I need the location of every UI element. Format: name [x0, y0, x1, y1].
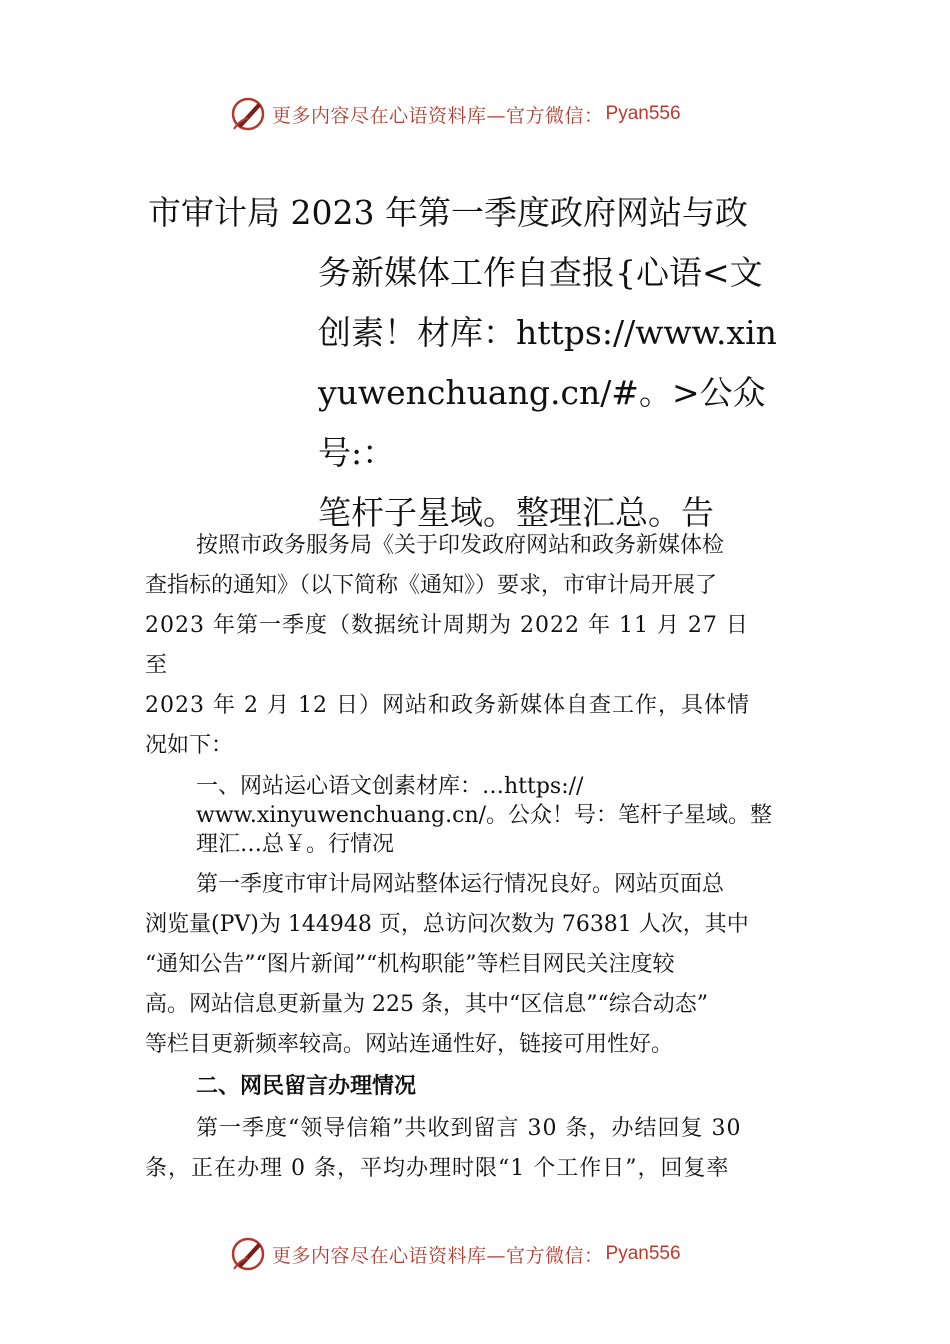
section-1-line: 理汇…总￥。行情况 [196, 832, 395, 857]
paragraph-line: “通知公告”“图片新闻”“机构职能”等栏目网民关注度较 [145, 952, 675, 977]
title-line-1: 市审计局 2023 年第一季度政府网站与政 [148, 193, 748, 232]
section-2-heading: 二、网民留言办理情况 [196, 1074, 417, 1099]
paragraph-line: 2023 年第一季度（数据统计周期为 2022 年 11 月 27 日 [145, 613, 749, 638]
paragraph-line: 况如下： [145, 733, 234, 758]
paragraph-line: 第一季度市审计局网站整体运行情况良好。网站页面总 [196, 872, 725, 897]
quill-logo-icon [228, 94, 268, 134]
header-banner [228, 94, 728, 134]
paragraph-line: 2023 年 2 月 12 日）网站和政务新媒体自查工作，具体情 [145, 693, 750, 718]
paragraph-line: 第一季度“领导信箱”共收到留言 30 条，办结回复 30 [196, 1116, 742, 1141]
paragraph-line: 条，正在办理 0 条，平均办理时限“1 个工作日”，回复率 [145, 1156, 730, 1181]
title-line-2: 务新媒体工作自查报{心语<文 [318, 253, 763, 292]
banner-text: 更多内容尽在心语资料库—官方微信： [272, 1244, 604, 1267]
title-line-4: yuwenchuang.cn/#。>公众号:： [318, 373, 766, 472]
paragraph-line: 浏览量(PV)为 144948 页，总访问次数为 76381 人次，其中 [145, 912, 749, 937]
footer-banner [228, 1234, 728, 1274]
paragraph-line: 高。网站信息更新量为 225 条，其中“区信息”“综合动态” [145, 992, 708, 1017]
paragraph-line: 至 [145, 653, 168, 678]
paragraph-line: 等栏目更新频率较高。网站连通性好，链接可用性好。 [145, 1032, 674, 1057]
banner-text: 更多内容尽在心语资料库—官方微信： [272, 104, 604, 127]
banner-wechat-id: Pyan556 [605, 1243, 681, 1264]
document-title [148, 183, 828, 543]
banner-wechat-id: Pyan556 [605, 103, 681, 124]
title-line-5: 笔杆子星域。整理汇总。告 [318, 493, 714, 532]
quill-logo-icon [228, 1234, 268, 1274]
document-body [145, 526, 823, 1189]
section-1-line: www.xinyuwenchuang.cn/。公众！号：笔杆子星域。整 [196, 803, 773, 828]
section-1-line: 一、网站运心语文创素材库：…https:// [196, 774, 584, 799]
title-line-3: 创素！材库：https://www.xin [318, 313, 777, 352]
paragraph-line: 按照市政务服务局《关于印发政府网站和政务新媒体检 [196, 533, 725, 558]
section-1-heading [145, 766, 823, 865]
paragraph-line: 查指标的通知》（以下简称《通知》）要求，市审计局开展了 [145, 573, 718, 598]
